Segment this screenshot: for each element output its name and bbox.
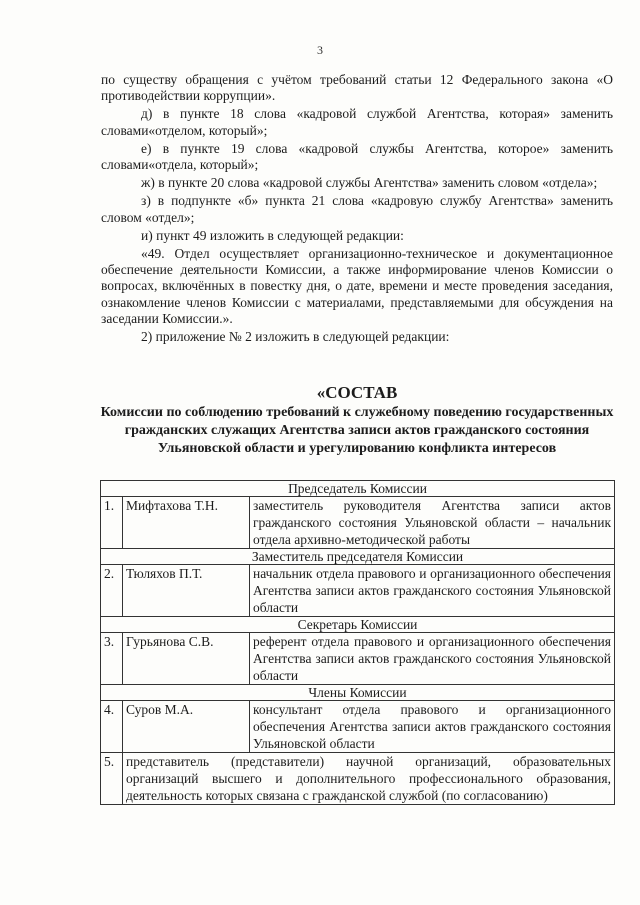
heading-subtitle: Комиссии по соблюдению требований к служебному поведению государственных гражданских служащих Агентства записи актов гражданского состояния Ульяновской области и урегулированию конфликта интересов — [100, 405, 614, 457]
row-number: 3. — [101, 633, 123, 685]
member-name: Тюляхов П.Т. — [123, 565, 250, 617]
paragraph: ж) в пункте 20 слова «кадровой службы Агентства» заменить словом «отдела»; — [141, 175, 598, 191]
row-number: 1. — [101, 497, 123, 549]
paragraph: и) пункт 49 изложить в следующей редакции: — [141, 227, 404, 243]
paragraph: по существу обращения с учётом требований статьи 12 Федерального закона «О противодействии коррупции». — [101, 72, 613, 104]
table-row — [101, 633, 615, 685]
commission-members-table — [100, 480, 615, 805]
table-row — [101, 617, 615, 633]
page-number: 3 — [317, 43, 323, 57]
section-heading — [100, 383, 614, 459]
member-name: Суров М.А. — [123, 701, 250, 753]
member-name: Мифтахова Т.Н. — [123, 497, 250, 549]
vice-chair-header: Заместитель председателя Комиссии — [101, 549, 615, 565]
paragraph: з) в подпункте «б» пункта 21 слова «кадровую службу Агентства» заменить словом «отдел»; — [101, 193, 613, 225]
secretary-header: Секретарь Комиссии — [101, 617, 615, 633]
table-row — [101, 685, 615, 701]
table-row — [101, 565, 615, 617]
members-header: Члены Комиссии — [101, 685, 615, 701]
table-row — [101, 497, 615, 549]
member-position: заместитель руководителя Агентства записи актов гражданского состояния Ульяновской области – начальник отдела архивно-методической работы — [250, 497, 615, 549]
row-number: 4. — [101, 701, 123, 753]
row-number: 2. — [101, 565, 123, 617]
paragraph: «49. Отдел осуществляет организационно-техническое и документационное обеспечение деятельности Комиссии, а также информирование членов Комиссии о вопросах, включённых в повестку дня, о дате, времени и месте проведения заседания, ознакомление членов Комиссии с материалами, представляемыми для обсуждения на заседании Комиссии.». — [101, 245, 613, 327]
table-row — [101, 753, 615, 805]
table-row — [101, 701, 615, 753]
paragraph: 2) приложение № 2 изложить в следующей редакции: — [141, 329, 450, 345]
paragraph: д) в пункте 18 слова «кадровой службой Агентства, которая» заменить словами«отделом, который»; — [101, 106, 613, 138]
member-position: референт отдела правового и организационного обеспечения Агентства записи актов гражданского состояния Ульяновской области — [250, 633, 615, 685]
table-row — [101, 481, 615, 497]
table-row — [101, 549, 615, 565]
body-text — [101, 72, 613, 347]
paragraph: е) в пункте 19 слова «кадровой службы Агентства, которое» заменить словами«отдела, который»; — [101, 140, 613, 173]
member-position: начальник отдела правового и организационного обеспечения Агентства записи актов гражданского состояния Ульяновской области — [250, 565, 615, 617]
row-number: 5. — [101, 753, 123, 805]
member-position: представитель (представители) научной организаций, образовательных организаций высшего и дополнительного профессионального образования, деятельность которых связана с гражданской службой (по согласованию) — [123, 753, 615, 805]
member-position: консультант отдела правового и организационного обеспечения Агентства записи актов гражданского состояния Ульяновской области — [250, 701, 615, 753]
chair-header: Председатель Комиссии — [101, 481, 615, 497]
heading-title: «СОСТАВ — [316, 383, 398, 402]
member-name: Гурьянова С.В. — [123, 633, 250, 685]
